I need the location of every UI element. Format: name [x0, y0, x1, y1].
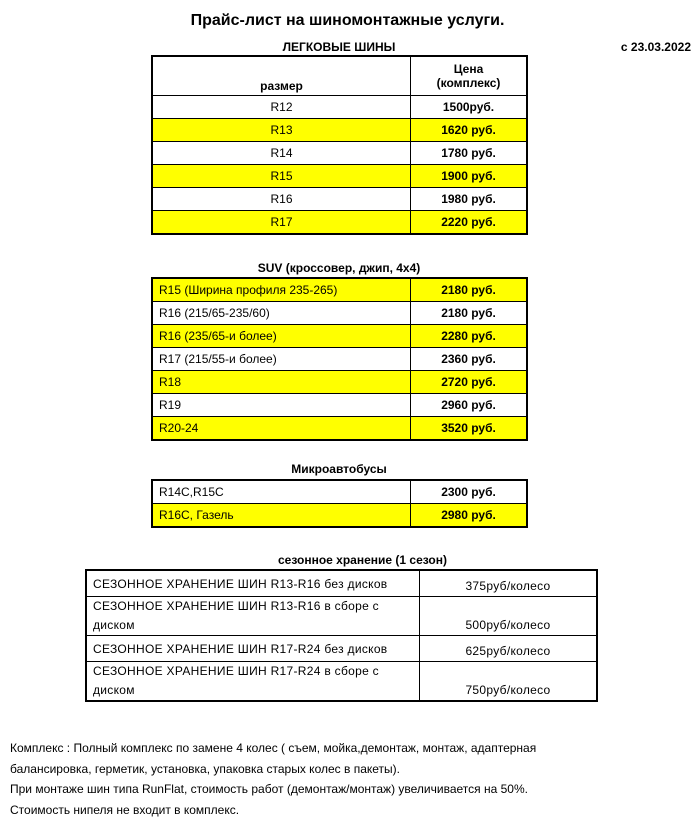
- size-cell: R12: [152, 96, 411, 119]
- table-row: [152, 325, 527, 348]
- price-cell: 1500руб.: [411, 96, 528, 119]
- table-row: [152, 96, 527, 119]
- price-cell: 1980 руб.: [411, 188, 528, 211]
- table-row: [152, 142, 527, 165]
- price-cell: 2360 руб.: [411, 348, 528, 371]
- header-size: размер: [152, 56, 411, 96]
- size-cell: R14C,R15C: [152, 480, 411, 504]
- service-cell: [86, 597, 420, 636]
- size-cell: R17 (215/55-и более): [152, 348, 411, 371]
- price-cell: 750руб/колесо: [420, 662, 598, 702]
- size-cell: R18: [152, 371, 411, 394]
- page-title: Прайс-лист на шиномонтажные услуги.: [190, 12, 505, 29]
- price-cell: 3520 руб.: [411, 417, 528, 441]
- size-cell: R15 (Ширина профиля 235-265): [152, 278, 411, 302]
- price-cell: 500руб/колесо: [420, 597, 598, 636]
- footer-notes: [10, 738, 690, 820]
- size-cell: R17: [152, 211, 411, 235]
- storage-heading: сезонное хранение (1 сезон): [277, 553, 447, 567]
- price-cell: 1900 руб.: [411, 165, 528, 188]
- table-row: [152, 119, 527, 142]
- size-cell: R15: [152, 165, 411, 188]
- price-cell: 2180 руб.: [411, 302, 528, 325]
- suv-heading: SUV (кроссовер, джип, 4х4): [257, 261, 421, 275]
- table-row: [152, 348, 527, 371]
- minibus-table: [151, 479, 528, 528]
- service-name: СЕЗОННОЕ ХРАНЕНИЕ ШИН R17-R24 в сборе с: [93, 664, 379, 678]
- service-cell: [86, 662, 420, 702]
- table-header-row: [152, 56, 527, 96]
- service-cell: [86, 570, 420, 597]
- effective-date: с 23.03.2022: [620, 40, 691, 54]
- table-row: [86, 636, 597, 662]
- footer-line: балансировка, герметик, установка, упаковка старых колес в пакеты).: [10, 761, 400, 776]
- price-cell: 2180 руб.: [411, 278, 528, 302]
- size-cell: R16C, Газель: [152, 504, 411, 528]
- size-cell: R16 (235/65-и более): [152, 325, 411, 348]
- table-row: [86, 597, 597, 636]
- header-price: [411, 56, 528, 96]
- header-price-line2: (комплекс): [436, 76, 501, 90]
- passenger-heading: ЛЕГКОВЫЕ ШИНЫ: [282, 40, 396, 54]
- table-row: [152, 394, 527, 417]
- price-cell: 2980 руб.: [411, 504, 528, 528]
- size-cell: R14: [152, 142, 411, 165]
- table-row: [152, 211, 527, 235]
- service-cell: [86, 636, 420, 662]
- table-row: [152, 165, 527, 188]
- table-row: [152, 417, 527, 441]
- table-row: [152, 480, 527, 504]
- service-name-cont: диском: [93, 683, 135, 697]
- table-row: [152, 504, 527, 528]
- price-cell: 2300 руб.: [411, 480, 528, 504]
- suv-table: [151, 277, 528, 441]
- footer-line: При монтаже шин типа RunFlat, стоимость работ (демонтаж/монтаж) увеличивается на 50%.: [10, 782, 528, 796]
- price-cell: 1780 руб.: [411, 142, 528, 165]
- price-cell: 1620 руб.: [411, 119, 528, 142]
- price-cell: 2960 руб.: [411, 394, 528, 417]
- table-row: [86, 662, 597, 702]
- service-name: СЕЗОННОЕ ХРАНЕНИЕ ШИН R17-R24 без дисков: [93, 641, 388, 656]
- header-price-line1: Цена: [453, 62, 484, 76]
- size-cell: R16: [152, 188, 411, 211]
- table-row: [152, 302, 527, 325]
- table-row: [86, 570, 597, 597]
- price-cell: 2220 руб.: [411, 211, 528, 235]
- service-name: СЕЗОННОЕ ХРАНЕНИЕ ШИН R13-R16 в сборе с: [93, 599, 379, 613]
- table-row: [152, 188, 527, 211]
- minibus-heading: Микроавтобусы: [291, 462, 387, 476]
- price-cell: 2720 руб.: [411, 371, 528, 394]
- size-cell: R19: [152, 394, 411, 417]
- footer-line: Стоимость нипеля не входит в комплекс.: [10, 802, 240, 817]
- storage-table: [85, 569, 598, 702]
- price-cell: 625руб/колесо: [420, 636, 598, 662]
- price-cell: 2280 руб.: [411, 325, 528, 348]
- footer-line: Комплекс : Полный комплекс по замене 4 колес ( съем, мойка,демонтаж, монтаж, адаптерная: [10, 741, 537, 755]
- table-row: [152, 371, 527, 394]
- size-cell: R16 (215/65-235/60): [152, 302, 411, 325]
- passenger-table: [151, 55, 528, 235]
- size-cell: R20-24: [152, 417, 411, 441]
- service-name-cont: диском: [93, 618, 135, 632]
- service-name: СЕЗОННОЕ ХРАНЕНИЕ ШИН R13-R16 без дисков: [93, 576, 388, 591]
- table-row: [152, 278, 527, 302]
- price-cell: 375руб/колесо: [420, 570, 598, 597]
- size-cell: R13: [152, 119, 411, 142]
